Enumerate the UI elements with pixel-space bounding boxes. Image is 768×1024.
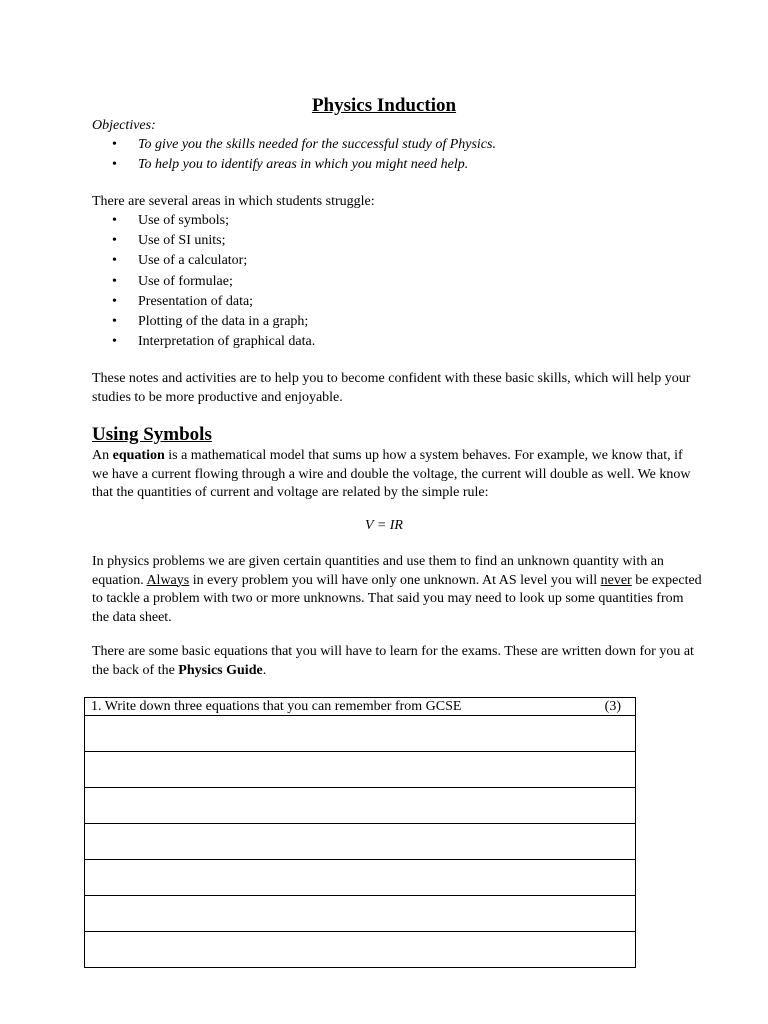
section-heading: Using Symbols	[92, 424, 212, 445]
unknowns-paragraph: In physics problems we are given certain quantities and use them to find an unknown quantity with an equation. Always in every problem you will have only one unknown. At AS level you will never be expected to tackle a problem with two or more unknowns. That said you may need to look up some quantities from the data sheet.	[92, 554, 702, 625]
answer-row[interactable]	[85, 824, 636, 860]
answer-row[interactable]	[85, 932, 636, 968]
question-marks: (3)	[604, 699, 621, 714]
list-item: • Use of formulae;	[112, 273, 233, 289]
list-item: • Interpretation of graphical data.	[112, 334, 316, 350]
list-item: • Use of symbols;	[112, 213, 229, 228]
objectives-list	[92, 135, 496, 175]
answer-row[interactable]	[85, 788, 636, 824]
list-item: • Use of SI units;	[112, 233, 226, 249]
answer-row[interactable]	[85, 716, 636, 752]
answer-row[interactable]	[85, 752, 636, 788]
objectives-label: Objectives:	[92, 118, 156, 133]
list-item: • To give you the skills needed for the successful study of Physics.	[112, 137, 496, 152]
answer-row[interactable]	[85, 860, 636, 896]
equation-display: V = IR	[365, 518, 403, 533]
struggle-list	[92, 211, 315, 352]
answer-table	[84, 697, 636, 968]
struggle-intro: There are several areas in which students struggle:	[92, 194, 375, 209]
notes-paragraph: These notes and activities are to help you to become confident with these basic skills, which will help your studies to be more productive and enjoyable.	[92, 371, 691, 405]
page-title: Physics Induction	[311, 95, 457, 116]
list-item: • Presentation of data;	[112, 293, 254, 309]
question-row	[85, 698, 636, 716]
equation-paragraph: An equation is a mathematical model that sums up how a system behaves. For example, we know that, if we have a current flowing through a wire and double the voltage, the current will double as well. We know that the quantities of current and voltage are related by the simple rule:	[92, 448, 691, 500]
list-item: • Use of a calculator;	[112, 253, 248, 269]
list-item: • Plotting of the data in a graph;	[112, 314, 309, 330]
answer-row[interactable]	[85, 896, 636, 932]
question-text: 1. Write down three equations that you can remember from GCSE	[91, 699, 462, 714]
list-item: • To help you to identify areas in which you might need help.	[112, 157, 469, 173]
basic-equations-paragraph: There are some basic equations that you will have to learn for the exams. These are written down for you at the back of the Physics Guide.	[92, 644, 694, 678]
